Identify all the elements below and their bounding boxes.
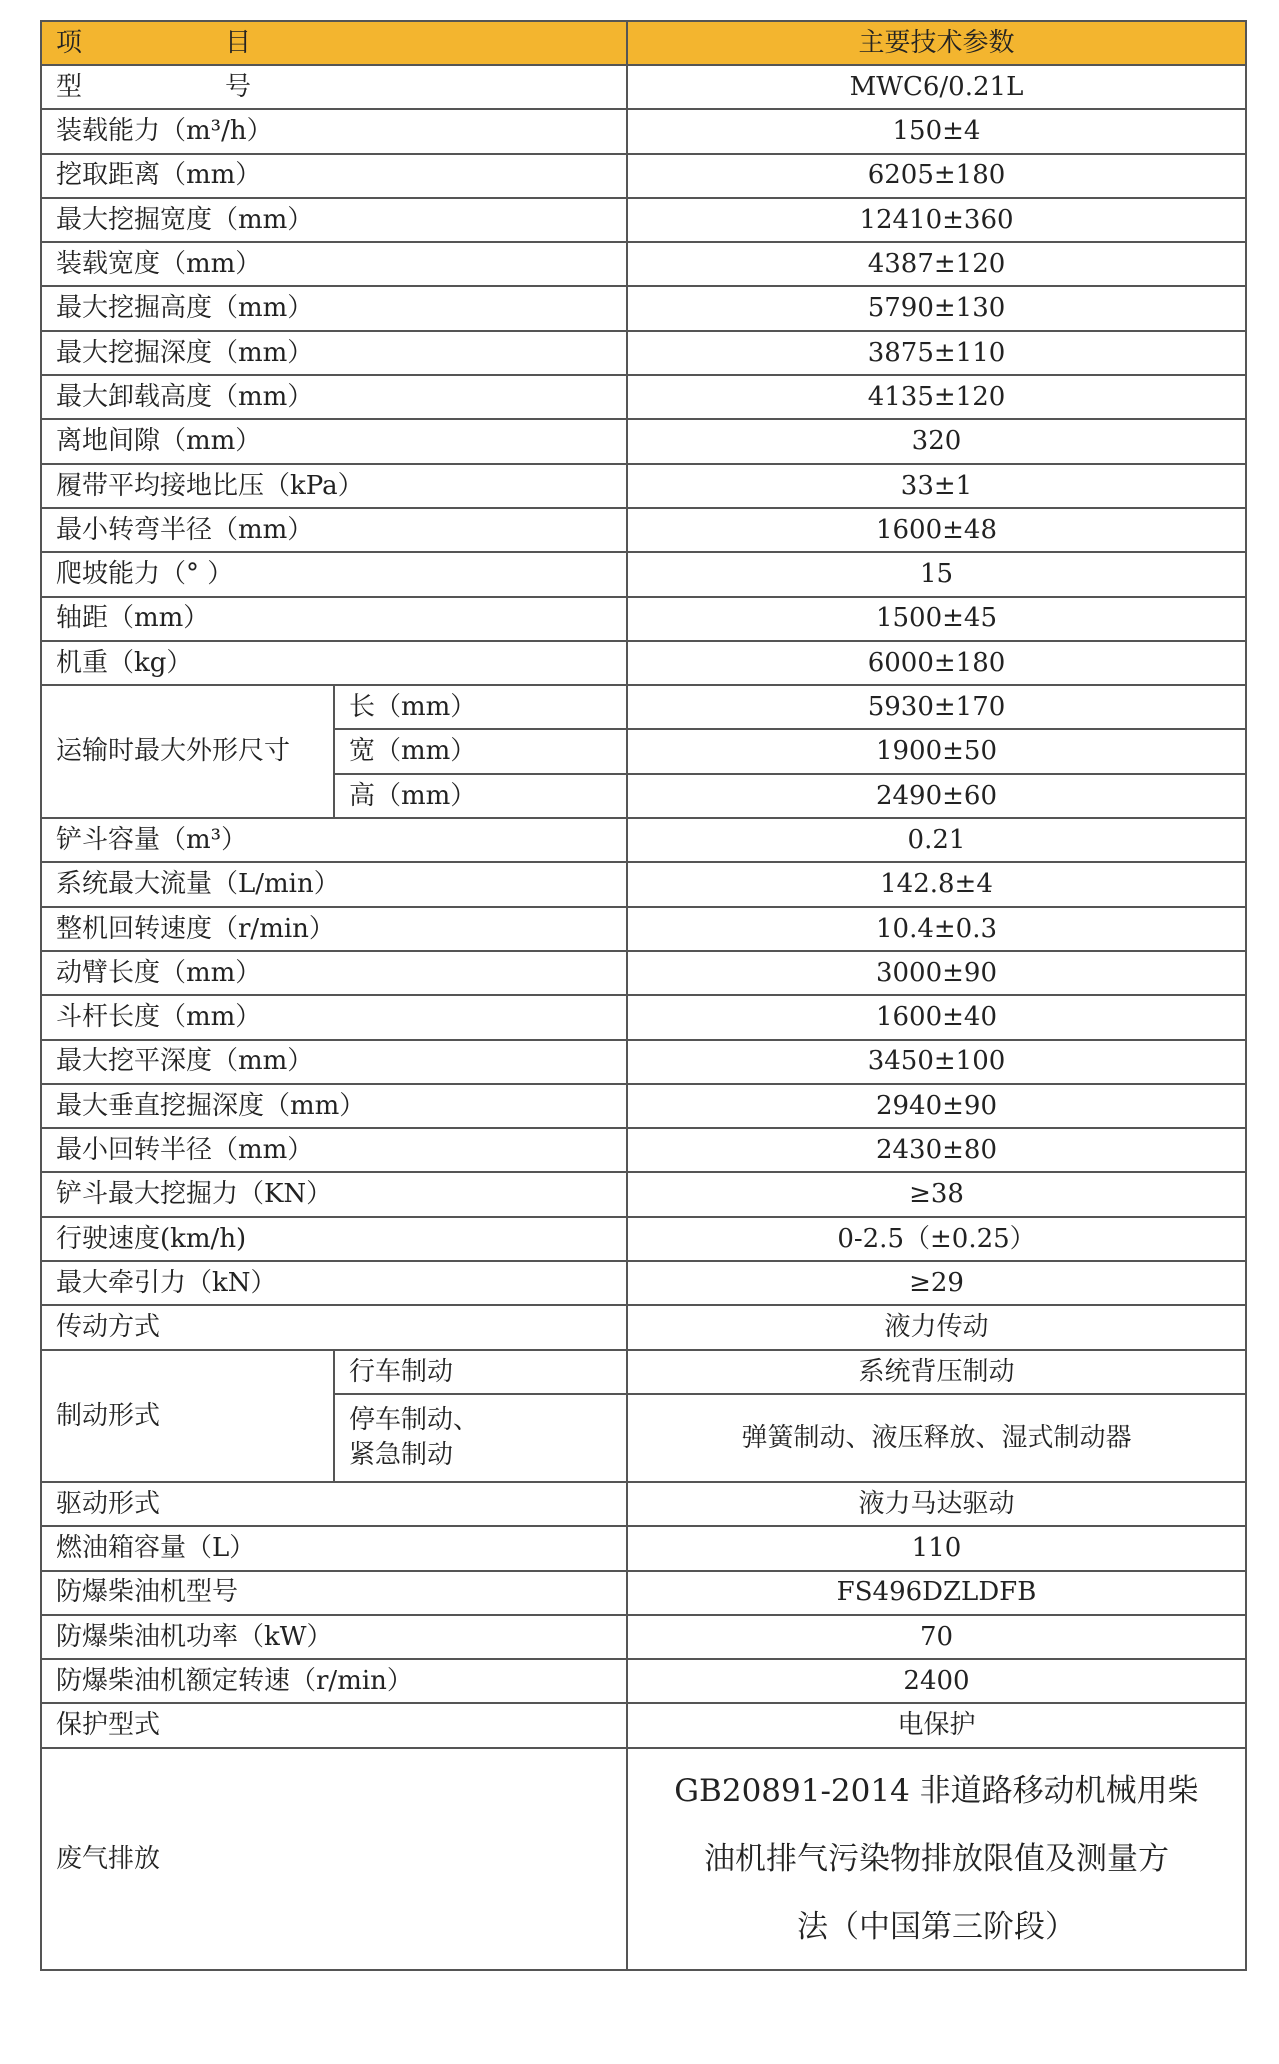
row-label: 爬坡能力（° ） [41,552,627,596]
table-row [41,597,1246,641]
table-row [41,109,1246,153]
table-row [41,419,1246,463]
brake-sub2-value: 弹簧制动、液压释放、湿式制动器 [627,1394,1246,1482]
table-row [41,286,1246,330]
row-value: 70 [627,1615,1246,1659]
brake-sub2-label [334,1394,627,1482]
row-label: 保护型式 [41,1703,627,1747]
table-row [41,508,1246,552]
row-label: 履带平均接地比压（kPa） [41,464,627,508]
row-value: FS496DZLDFB [627,1571,1246,1615]
table-row [41,552,1246,596]
table-row [41,375,1246,419]
row-label: 装载能力（m³/h） [41,109,627,153]
table-row [41,1217,1246,1261]
spec-table-wrapper [40,20,1245,1971]
brake-sub2-label-line2: 紧急制动 [349,1439,454,1470]
header-params-cell: 主要技术参数 [627,21,1246,65]
row-value: 15 [627,552,1246,596]
row-value: 33±1 [627,464,1246,508]
row-value: 6000±180 [627,641,1246,685]
model-label-char-2: 号 [224,71,251,102]
brake-sub1-value: 系统背压制动 [627,1350,1246,1394]
row-label: 最大卸载高度（mm） [41,375,627,419]
table-row [41,1040,1246,1084]
transport-sub-label: 宽（mm） [334,729,627,773]
row-value: 2940±90 [627,1084,1246,1128]
table-row [41,464,1246,508]
header-item-cell [41,21,627,65]
row-label: 最大挖掘深度（mm） [41,331,627,375]
brake-sub2-label-line1: 停车制动、 [349,1404,480,1435]
transport-sub-label: 高（mm） [334,774,627,818]
table-row [41,242,1246,286]
brake-label: 制动形式 [41,1350,334,1482]
table-row [41,1526,1246,1570]
table-row [41,1305,1246,1349]
row-label: 装载宽度（mm） [41,242,627,286]
row-label: 离地间隙（mm） [41,419,627,463]
row-value: 1600±40 [627,995,1246,1039]
table-row [41,1659,1246,1703]
row-label: 铲斗最大挖掘力（KN） [41,1172,627,1216]
row-label: 最大挖掘高度（mm） [41,286,627,330]
row-label: 最小转弯半径（mm） [41,508,627,552]
row-value: 3450±100 [627,1040,1246,1084]
row-label: 铲斗容量（m³） [41,818,627,862]
row-value: 6205±180 [627,154,1246,198]
row-value: ≥29 [627,1261,1246,1305]
table-row [41,1084,1246,1128]
row-label: 动臂长度（mm） [41,951,627,995]
exhaust-value-line2: 油机排气污染物排放限值及测量方 [704,1840,1169,1877]
row-label: 行驶速度(km/h) [41,1217,627,1261]
row-value: 4387±120 [627,242,1246,286]
table-row [41,198,1246,242]
exhaust-value-line1: GB20891-2014 非道路移动机械用柴 [674,1772,1199,1809]
table-row [41,1128,1246,1172]
row-label: 防爆柴油机功率（kW） [41,1615,627,1659]
row-label-model [41,65,627,109]
row-value: 1500±45 [627,597,1246,641]
exhaust-label: 废气排放 [41,1748,627,1971]
row-value: ≥38 [627,1172,1246,1216]
row-value: 液力马达驱动 [627,1482,1246,1526]
row-value: 150±4 [627,109,1246,153]
table-row [41,1615,1246,1659]
row-label: 最小回转半径（mm） [41,1128,627,1172]
row-value: 2430±80 [627,1128,1246,1172]
table-row-model [41,65,1246,109]
row-label: 驱动形式 [41,1482,627,1526]
row-value: 0.21 [627,818,1246,862]
table-row [41,1261,1246,1305]
row-value: 4135±120 [627,375,1246,419]
row-label: 轴距（mm） [41,597,627,641]
header-item-char-2: 目 [224,27,251,58]
row-label: 系统最大流量（L/min） [41,862,627,906]
model-label-char-1: 型 [56,71,83,102]
row-label: 防爆柴油机额定转速（r/min） [41,1659,627,1703]
transport-sub-value: 2490±60 [627,774,1246,818]
table-row [41,1703,1246,1747]
table-row-exhaust [41,1748,1246,1971]
table-row [41,1482,1246,1526]
brake-sub1-label: 行车制动 [334,1350,627,1394]
table-row [41,995,1246,1039]
header-item-char-1: 项 [56,27,83,58]
table-row-brake [41,1350,1246,1394]
row-value: 3875±110 [627,331,1246,375]
table-row [41,331,1246,375]
table-header-row [41,21,1246,65]
table-row [41,862,1246,906]
transport-sub-label: 长（mm） [334,685,627,729]
row-label: 最大挖掘宽度（mm） [41,198,627,242]
spec-table [40,20,1247,1971]
row-label: 燃油箱容量（L） [41,1526,627,1570]
table-row [41,818,1246,862]
row-label: 最大牵引力（kN） [41,1261,627,1305]
row-label: 最大挖平深度（mm） [41,1040,627,1084]
row-value: 2400 [627,1659,1246,1703]
row-value: 110 [627,1526,1246,1570]
row-label: 挖取距离（mm） [41,154,627,198]
row-label: 机重（kg） [41,641,627,685]
table-row [41,951,1246,995]
row-label: 最大垂直挖掘深度（mm） [41,1084,627,1128]
table-row [41,1571,1246,1615]
exhaust-value [627,1748,1246,1971]
row-value: 0-2.5（±0.25） [627,1217,1246,1261]
row-value: 电保护 [627,1703,1246,1747]
row-label: 斗杆长度（mm） [41,995,627,1039]
table-row [41,907,1246,951]
table-row [41,1172,1246,1216]
row-label: 传动方式 [41,1305,627,1349]
table-row-transport [41,685,1246,729]
row-value: 12410±360 [627,198,1246,242]
row-value: 1600±48 [627,508,1246,552]
row-value: 320 [627,419,1246,463]
row-value: 10.4±0.3 [627,907,1246,951]
row-value-model: MWC6/0.21L [627,65,1246,109]
row-label: 防爆柴油机型号 [41,1571,627,1615]
row-value: 液力传动 [627,1305,1246,1349]
transport-label: 运输时最大外形尺寸 [41,685,334,818]
transport-sub-value: 5930±170 [627,685,1246,729]
table-row [41,641,1246,685]
row-value: 142.8±4 [627,862,1246,906]
transport-sub-value: 1900±50 [627,729,1246,773]
table-row [41,154,1246,198]
row-value: 3000±90 [627,951,1246,995]
row-label: 整机回转速度（r/min） [41,907,627,951]
row-value: 5790±130 [627,286,1246,330]
exhaust-value-line3: 法（中国第三阶段） [797,1909,1076,1946]
